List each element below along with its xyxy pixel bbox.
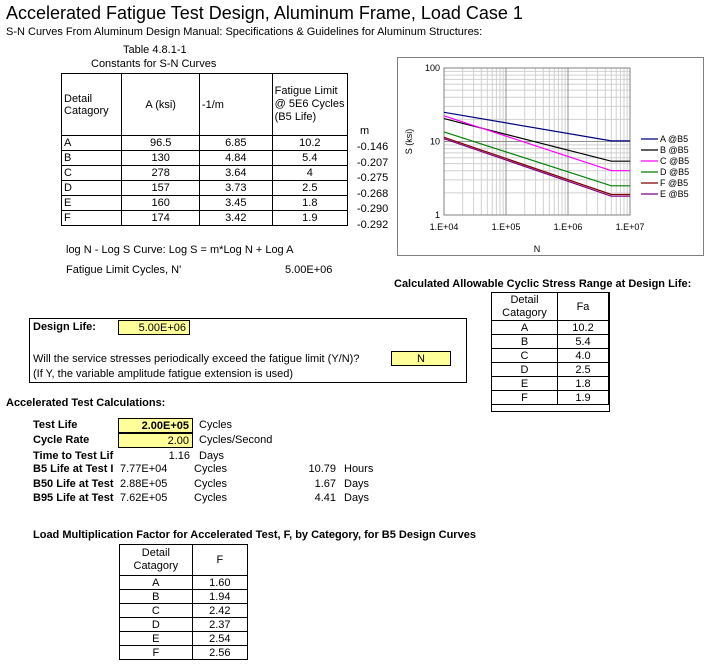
allowable-cell-fa: 1.8 <box>558 377 609 391</box>
legend-entry: C @B5 <box>660 156 690 166</box>
legend-entry: D @B5 <box>660 167 690 177</box>
load-factor-row <box>120 632 248 646</box>
b5-life-unit-2: Hours <box>344 463 374 475</box>
constants-row <box>62 136 348 151</box>
allowable-cell-fa: 4.0 <box>558 349 609 363</box>
load-factor-title: Load Multiplication Factor for Accelerated Test, F, by Category, for B5 Design Curves <box>33 529 476 541</box>
test-life-unit: Cycles <box>199 419 233 431</box>
b5-life-value-2: 10.79 <box>308 463 336 475</box>
allowable-cell-cat: A <box>492 321 558 335</box>
allowable-header-category: Detail Catagory <box>492 293 558 321</box>
b5-life-label: B5 Life at Test I <box>33 463 114 475</box>
allowable-cell-fa: 5.4 <box>558 335 609 349</box>
b95-life-unit: Cycles <box>194 492 228 504</box>
constants-cell-inv_m: 4.84 <box>199 151 272 166</box>
load-factor-row <box>120 646 248 660</box>
b50-life-unit: Cycles <box>194 478 228 490</box>
constants-table <box>61 73 348 226</box>
header-fatigue-limit: Fatigue Limit @ 5E6 Cycles (B5 Life) <box>272 74 347 136</box>
b95-life-unit-2: Days <box>344 492 370 504</box>
y-axis-label: S (ksi) <box>404 128 414 155</box>
allowable-cell-cat: F <box>492 391 558 405</box>
load-factor-row <box>120 576 248 590</box>
m-value: -0.146 <box>357 141 389 153</box>
b95-life-value-2: 4.41 <box>314 492 336 504</box>
cycle-rate-field[interactable]: 2.00 <box>118 433 193 448</box>
variable-amplitude-note: (If Y, the variable amplitude fatigue extension is used) <box>33 368 294 380</box>
constants-cell-cat: E <box>62 196 122 211</box>
time-to-test-unit: Days <box>199 450 225 462</box>
m-value: -0.292 <box>357 218 389 231</box>
legend-entry: F @B5 <box>660 178 689 188</box>
load-cell-cat: E <box>120 632 193 646</box>
b95-life-label: B95 Life at Test <box>33 492 114 504</box>
load-cell-f: 2.56 <box>192 646 247 660</box>
load-factor-row <box>120 618 248 632</box>
constants-cell-a: 130 <box>122 151 199 166</box>
y-tick-label: 1 <box>434 210 440 220</box>
constants-cell-a: 160 <box>122 196 199 211</box>
exceed-answer-field[interactable]: N <box>391 351 451 366</box>
sn-chart-frame <box>397 57 704 256</box>
constants-cell-cat: F <box>62 211 122 226</box>
page-title: Accelerated Fatigue Test Design, Aluminum Frame, Load Case 1 <box>6 3 523 23</box>
load-cell-f: 2.42 <box>192 604 247 618</box>
constants-cell-a: 96.5 <box>122 136 199 151</box>
page-subtitle: S-N Curves From Aluminum Design Manual: Specifications & Guidelines for Aluminum Structures: <box>6 26 483 38</box>
legend-entry: B @B5 <box>660 145 689 155</box>
allowable-cell-cat: B <box>492 335 558 349</box>
load-cell-cat: A <box>120 576 193 590</box>
allowable-cell-cat: D <box>492 363 558 377</box>
fatigue-limit-value: 5.00E+06 <box>285 264 333 276</box>
b50-life-unit-2: Days <box>344 478 370 490</box>
constants-cell-inv_m: 3.73 <box>199 181 272 196</box>
time-to-test-value: 1.16 <box>168 450 190 462</box>
constants-row <box>62 196 348 211</box>
series-line <box>444 112 630 141</box>
exceed-question: Will the service stresses periodically exceed the fatigue limit (Y/N)? <box>33 353 360 365</box>
constants-cell-inv_m: 3.64 <box>199 166 272 181</box>
constants-cell-limit: 1.8 <box>272 196 347 211</box>
formula-text: log N - Log S Curve: Log S = m*Log N + Log A <box>66 244 294 256</box>
constants-cell-cat: D <box>62 181 122 196</box>
constants-cell-inv_m: 6.85 <box>199 136 272 151</box>
allowable-cell-fa: 2.5 <box>558 363 609 377</box>
constants-cell-a: 174 <box>122 211 199 226</box>
constants-cell-a: 278 <box>122 166 199 181</box>
header-detail-category: Detail Catagory <box>62 74 122 136</box>
constants-cell-cat: A <box>62 136 122 151</box>
constants-cell-cat: C <box>62 166 122 181</box>
constants-row <box>62 181 348 196</box>
cycle-rate-unit: Cycles/Second <box>199 434 273 446</box>
sn-chart <box>398 58 703 255</box>
test-life-field[interactable]: 2.00E+05 <box>118 418 193 433</box>
x-tick-label: 1.E+05 <box>491 222 521 232</box>
legend-entry: E @B5 <box>660 189 689 199</box>
m-value: -0.268 <box>357 187 389 200</box>
constants-caption-1: Table 4.8.1-1 <box>123 44 187 56</box>
b5-life-unit: Cycles <box>194 463 228 475</box>
constants-row <box>62 166 348 181</box>
allowable-cell-fa: 1.9 <box>558 391 609 405</box>
b50-life-value: 2.88E+05 <box>120 478 168 490</box>
m-value: -0.275 <box>357 172 389 184</box>
allowable-cell-cat: C <box>492 349 558 363</box>
load-cell-f: 2.54 <box>192 632 247 646</box>
design-life-field[interactable]: 5.00E+06 <box>118 320 190 335</box>
x-tick-label: 1.E+06 <box>553 222 583 232</box>
load-cell-cat: F <box>120 646 193 660</box>
x-tick-label: 1.E+07 <box>615 222 645 232</box>
y-tick-label: 10 <box>429 136 440 147</box>
test-life-label: Test Life <box>33 419 78 431</box>
b50-life-label: B50 Life at Test <box>33 478 114 490</box>
m-value: -0.207 <box>357 156 389 169</box>
load-cell-f: 1.60 <box>192 576 247 590</box>
fatigue-limit-label: Fatigue Limit Cycles, N' <box>66 264 182 276</box>
design-life-label: Design Life: <box>33 321 96 333</box>
m-value: -0.290 <box>357 203 389 215</box>
b95-life-value: 7.62E+05 <box>120 492 168 504</box>
b50-life-value-2: 1.67 <box>314 478 336 490</box>
constants-cell-limit: 5.4 <box>272 151 347 166</box>
constants-cell-inv_m: 3.42 <box>199 211 272 226</box>
constants-cell-inv_m: 3.45 <box>199 196 272 211</box>
allowable-cell-fa: 10.2 <box>558 321 609 335</box>
load-cell-cat: B <box>120 590 193 604</box>
header-inv-m: -1/m <box>199 74 272 136</box>
b5-life-value: 7.77E+04 <box>120 463 168 475</box>
accelerated-title: Accelerated Test Calculations: <box>6 397 166 409</box>
x-axis-label: N <box>533 244 541 254</box>
constants-cell-limit: 4 <box>272 166 347 181</box>
load-factor-row <box>120 590 248 604</box>
load-factor-table <box>119 544 248 660</box>
allowable-header-fa: Fa <box>558 293 609 321</box>
legend-entry: A @B5 <box>660 134 689 144</box>
load-factor-row <box>120 604 248 618</box>
m-column-label: m <box>360 125 370 137</box>
constants-cell-a: 157 <box>122 181 199 196</box>
allowable-outer-border <box>491 292 610 412</box>
load-cell-f: 1.94 <box>192 590 247 604</box>
load-header-category: Detail Catagory <box>120 545 193 576</box>
constants-row <box>62 151 348 166</box>
constants-cell-limit: 1.9 <box>272 211 347 226</box>
time-to-test-label: Time to Test Lif <box>33 450 114 462</box>
load-header-f: F <box>192 545 247 576</box>
load-cell-f: 2.37 <box>192 618 247 632</box>
constants-row <box>62 211 348 226</box>
cycle-rate-label: Cycle Rate <box>33 434 90 446</box>
load-cell-cat: C <box>120 604 193 618</box>
constants-caption-2: Constants for S-N Curves <box>91 58 217 70</box>
y-tick-label: 100 <box>424 63 440 73</box>
allowable-title: Calculated Allowable Cyclic Stress Range at Design Life: <box>394 278 692 290</box>
allowable-cell-cat: E <box>492 377 558 391</box>
constants-cell-cat: B <box>62 151 122 166</box>
x-tick-label: 1.E+04 <box>429 222 459 232</box>
load-cell-cat: D <box>120 618 193 632</box>
header-a-ksi: A (ksi) <box>122 74 199 136</box>
constants-cell-limit: 2.5 <box>272 181 347 196</box>
constants-cell-limit: 10.2 <box>272 136 347 151</box>
